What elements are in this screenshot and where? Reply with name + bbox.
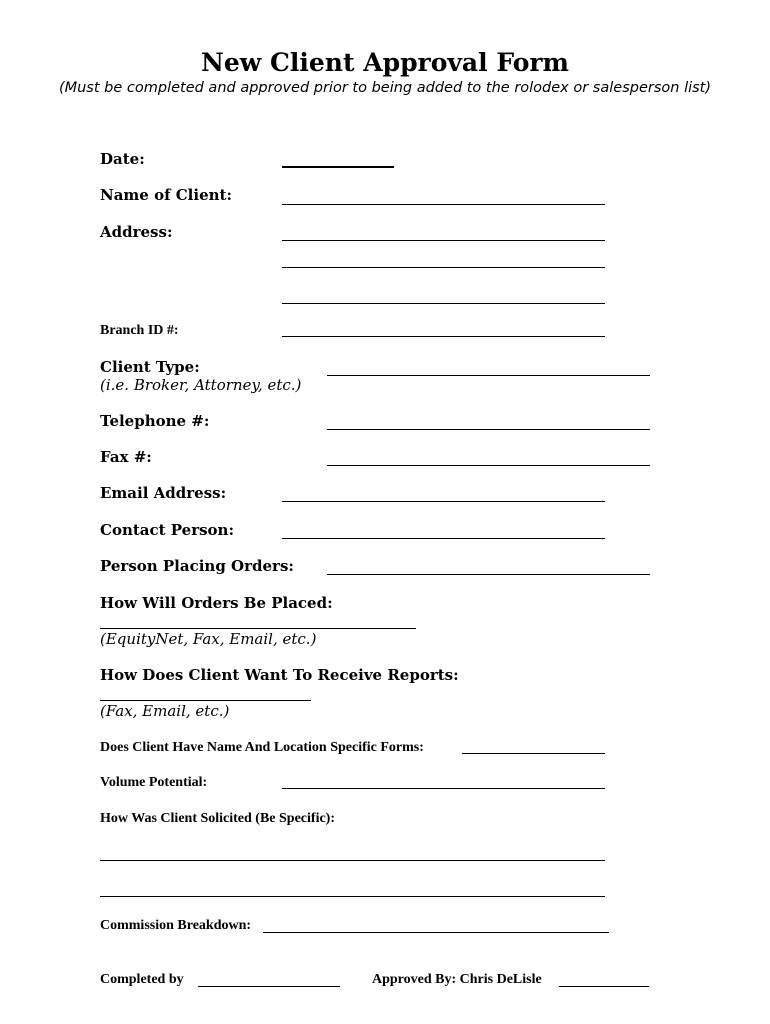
address-field-line-2[interactable] <box>282 267 605 268</box>
how-orders-placed-label: How Will Orders Be Placed: <box>100 594 333 612</box>
telephone-field[interactable] <box>327 429 650 430</box>
approved-by-field[interactable] <box>559 986 649 987</box>
email-address-label: Email Address: <box>100 484 227 502</box>
date-label: Date: <box>100 150 145 168</box>
email-address-field[interactable] <box>282 501 605 502</box>
volume-potential-label: Volume Potential: <box>100 775 208 790</box>
how-solicited-field-line-1[interactable] <box>100 860 605 861</box>
date-field[interactable] <box>282 166 394 168</box>
address-field-line-3[interactable] <box>282 303 605 304</box>
name-of-client-label: Name of Client: <box>100 186 232 204</box>
how-solicited-field-line-2[interactable] <box>100 896 605 897</box>
branch-id-label: Branch ID #: <box>100 323 179 338</box>
receive-reports-label: How Does Client Want To Receive Reports: <box>100 666 459 684</box>
client-type-hint: (i.e. Broker, Attorney, etc.) <box>100 376 302 394</box>
specific-forms-label: Does Client Have Name And Location Specific Forms: <box>100 740 424 755</box>
name-of-client-field[interactable] <box>282 204 605 205</box>
completed-by-field[interactable] <box>198 986 340 987</box>
approved-by-label: Approved By: Chris DeLisle <box>372 972 542 987</box>
form-title: New Client Approval Form <box>200 48 570 77</box>
person-placing-orders-field[interactable] <box>327 574 650 575</box>
client-type-label: Client Type: <box>100 358 200 376</box>
fax-field[interactable] <box>327 465 650 466</box>
how-solicited-label: How Was Client Solicited (Be Specific): <box>100 811 335 826</box>
how-orders-placed-hint: (EquityNet, Fax, Email, etc.) <box>100 630 317 648</box>
receive-reports-field[interactable] <box>100 700 311 701</box>
commission-breakdown-label: Commission Breakdown: <box>100 918 252 933</box>
telephone-label: Telephone #: <box>100 412 210 430</box>
contact-person-field[interactable] <box>282 538 605 539</box>
address-label: Address: <box>100 223 173 241</box>
completed-by-label: Completed by <box>100 972 184 987</box>
how-orders-placed-field[interactable] <box>100 628 416 629</box>
commission-breakdown-field[interactable] <box>263 932 609 933</box>
person-placing-orders-label: Person Placing Orders: <box>100 557 294 575</box>
receive-reports-hint: (Fax, Email, etc.) <box>100 702 230 720</box>
branch-id-field[interactable] <box>282 336 605 337</box>
volume-potential-field[interactable] <box>282 788 605 789</box>
contact-person-label: Contact Person: <box>100 521 234 539</box>
address-field-line-1[interactable] <box>282 240 605 241</box>
form-subtitle: (Must be completed and approved prior to being added to the rolodex or salesperson list) <box>58 80 712 96</box>
specific-forms-field[interactable] <box>462 753 605 754</box>
fax-label: Fax #: <box>100 448 152 466</box>
client-type-field[interactable] <box>327 375 650 376</box>
